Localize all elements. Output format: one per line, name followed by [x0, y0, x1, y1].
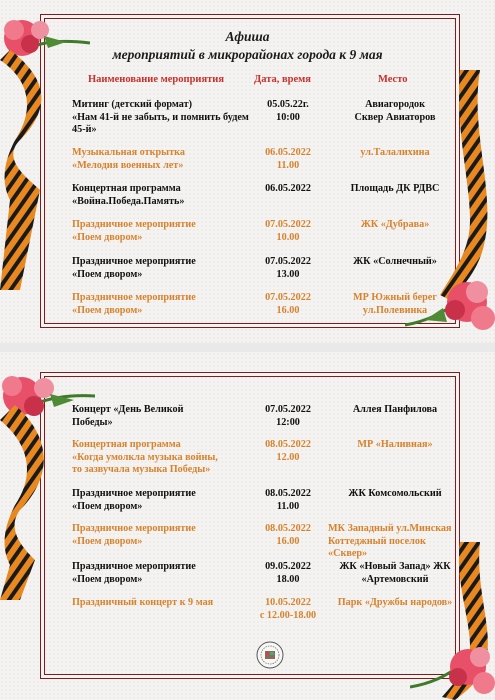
event-place: ЖК «Дубрава» [360, 219, 430, 230]
event-date: 06.05.2022 [265, 183, 311, 194]
event-date: 07.05.2022 13.00 [265, 256, 311, 280]
round-seal-icon [256, 641, 284, 669]
event-name: Праздничное мероприятие «Поем двором» [72, 256, 196, 280]
event-name: Праздничное мероприятие «Поем двором» [72, 523, 196, 547]
event-date: 10.05.2022 с 12.00-18.00 [259, 597, 317, 621]
event-place: ЖК «Новый Запад» ЖК «Артемовский [339, 561, 451, 585]
event-name: Концертная программа «Когда умолкла музыка войны, то зазвучала музыка Победы» [72, 439, 218, 475]
event-date: 07.05.2022 16.00 [265, 292, 311, 316]
event-place: МР «Наливная» [357, 439, 433, 450]
event-name: Праздничное мероприятие «Поем двором» [72, 219, 196, 243]
event-name: Праздничное мероприятие «Поем двором» [72, 488, 196, 512]
event-date: 07.05.2022 10.00 [265, 219, 311, 243]
event-place: МР Южный берег ул.Полевинка [353, 292, 437, 316]
event-name: Концерт «День Великой Победы» [72, 404, 184, 428]
event-place: ул.Талалихина [360, 147, 430, 158]
event-date: 09.05.2022 18.00 [265, 561, 311, 585]
column-header-name: Наименование мероприятия [88, 74, 225, 85]
poster-bottom-sheet [0, 352, 495, 700]
event-name: Музыкальная открытка «Мелодия военных лет» [72, 147, 185, 171]
event-name: Праздничное мероприятие «Поем двором» [72, 292, 196, 316]
event-date: 08.05.2022 12.00 [265, 439, 311, 463]
event-place: МК Западный ул.Минская Коттеджный поселок «Сквер» [328, 523, 452, 559]
event-name: Праздничное мероприятие «Поем двором» [72, 561, 196, 585]
event-place: Аллея Панфилова [352, 404, 438, 415]
event-place: Авиагородок Сквер Авиаторов [354, 99, 436, 123]
column-header-date: Дата, время [254, 74, 311, 85]
event-name: Митинг (детский формат) «Нам 41-й не забыть, и помнить будем 45-й» [72, 99, 249, 135]
event-place: Площадь ДК РДВС [350, 183, 440, 194]
event-place: ЖК Комсомольский [348, 488, 442, 499]
event-date: 07.05.2022 12:00 [265, 404, 311, 428]
event-place: Парк «Дружбы народов» [337, 597, 453, 608]
poster-subtitle: мероприятий в микрорайонах города к 9 мая [112, 47, 383, 62]
st-george-ribbon-icon [0, 40, 60, 290]
event-date: 08.05.2022 11.00 [265, 488, 311, 512]
event-date: 06.05.2022 11.00 [265, 147, 311, 171]
event-date: 08.05.2022 16.00 [265, 523, 311, 547]
column-header-place: Место [378, 74, 408, 85]
event-place: ЖК «Солнечный» [353, 256, 437, 267]
st-george-ribbon-icon [0, 400, 60, 600]
poster-top-sheet [0, 0, 495, 343]
carnation-flowers-icon [410, 637, 495, 700]
event-name: Праздничный концерт к 9 мая [72, 597, 214, 608]
event-date: 05.05.22г. 10:00 [267, 99, 309, 123]
poster-title: Афиша [225, 29, 270, 44]
event-name: Концертная программа «Война.Победа.Память» [72, 183, 185, 207]
